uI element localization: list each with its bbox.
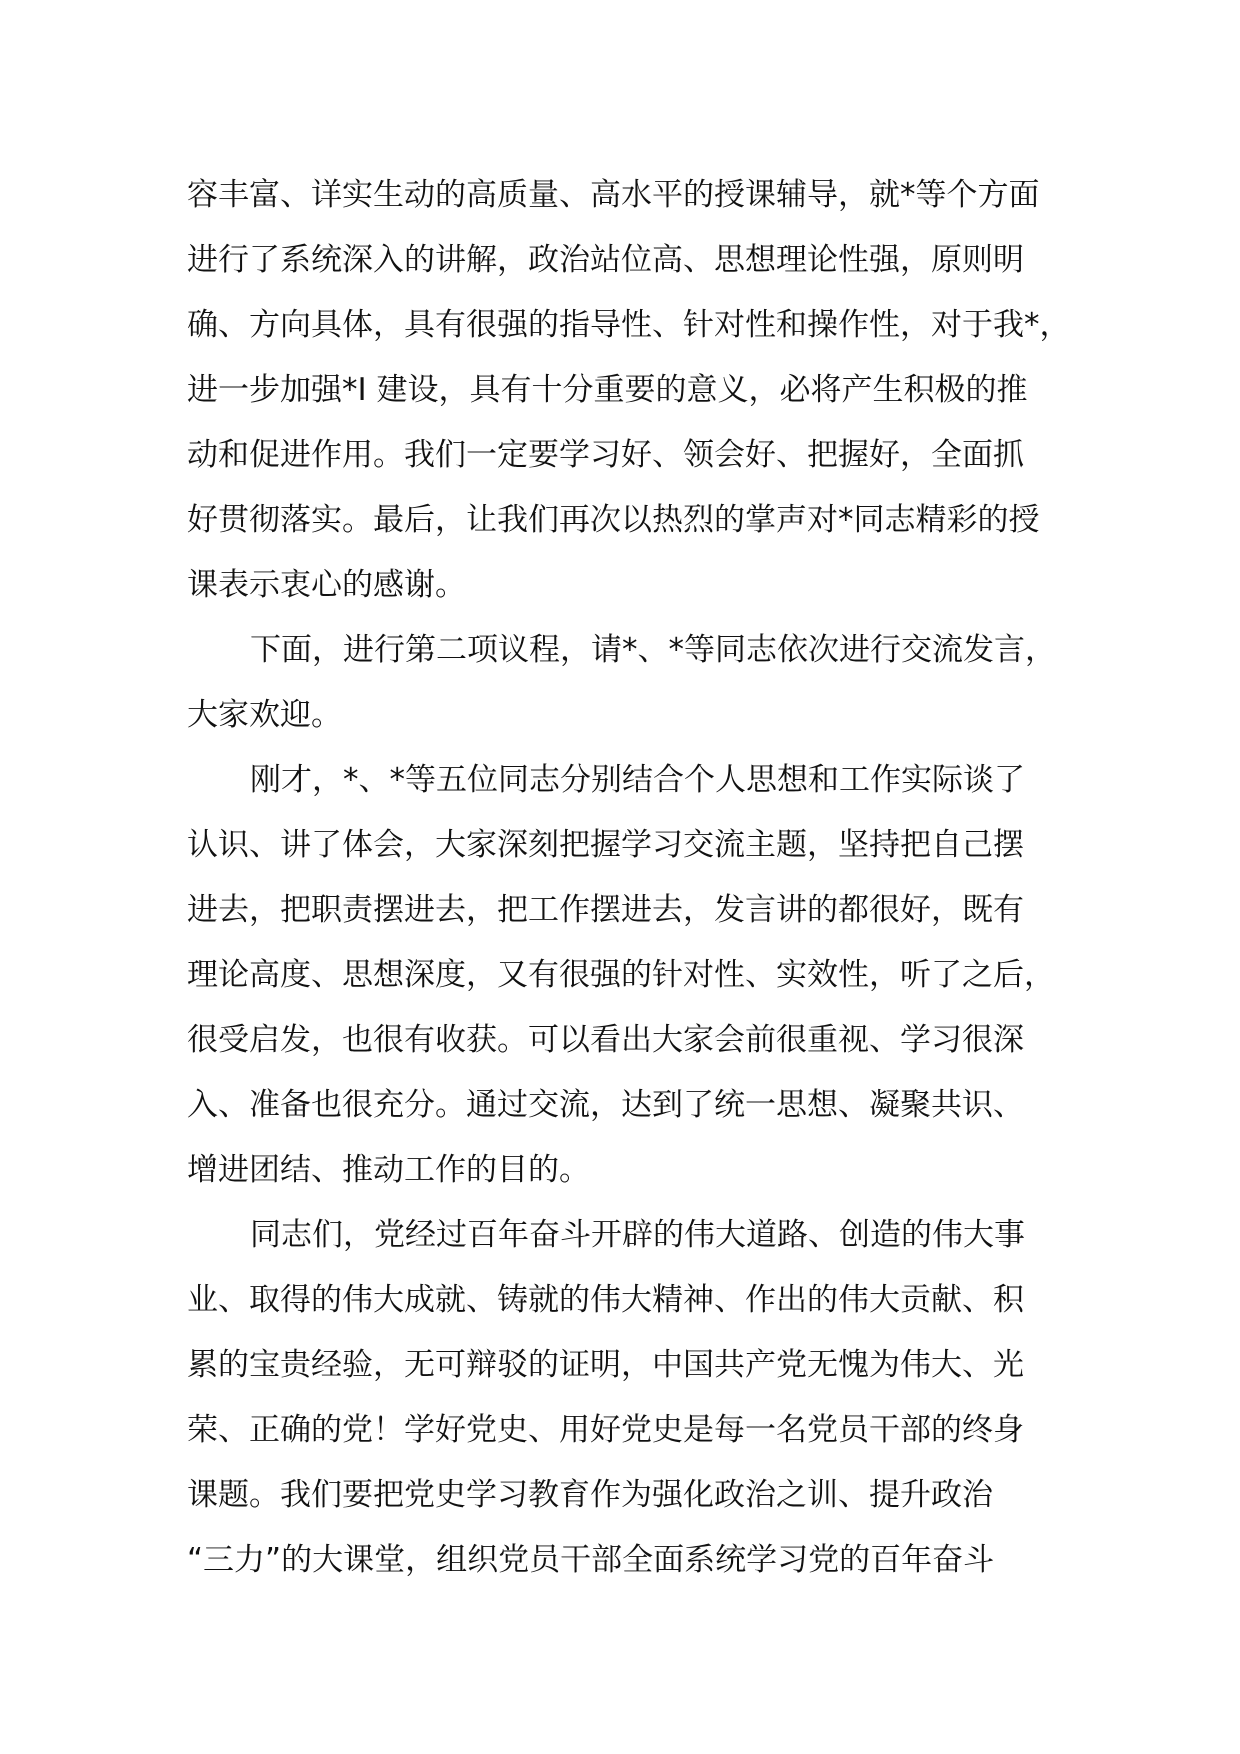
text-line: 课题。我们要把党史学习教育作为强化政治之训、提升政治 [187, 1477, 993, 1513]
text-line: 进去，把职责摆进去，把工作摆进去，发言讲的都很好，既有 [187, 892, 1024, 928]
text-line: 容丰富、详实生动的高质量、高水平的授课辅导，就*等个方面 [187, 177, 1040, 213]
text-line: 认识、讲了体会，大家深刻把握学习交流主题，坚持把自己摆 [187, 827, 1024, 863]
text-line: 进行了系统深入的讲解，政治站位高、思想理论性强，原则明 [187, 242, 1024, 278]
text-line: 大家欢迎。 [187, 697, 342, 733]
text-line: 业、取得的伟大成就、铸就的伟大精神、作出的伟大贡献、积 [187, 1282, 1024, 1318]
text-line: 累的宝贵经验，无可辩驳的证明，中国共产党无愧为伟大、光 [187, 1347, 1024, 1383]
text-line: 确、方向具体，具有很强的指导性、针对性和操作性，对于我*， [187, 307, 1071, 343]
paragraph-first-line: 刚才，*、*等五位同志分别结合个人思想和工作实际谈了 [250, 762, 1025, 798]
text-line: 进一步加强*I 建设，具有十分重要的意义，必将产生积极的推 [187, 372, 1028, 408]
text-line: 增进团结、推动工作的目的。 [187, 1152, 590, 1188]
paragraph-first-line: 同志们，党经过百年奋斗开辟的伟大道路、创造的伟大事 [250, 1217, 1025, 1253]
text-line: “三力”的大课堂，组织党员干部全面系统学习党的百年奋斗 [187, 1542, 995, 1578]
text-line: 理论高度、思想深度，又有很强的针对性、实效性，听了之后， [187, 957, 1055, 993]
text-line: 荣、正确的党！学好党史、用好党史是每一名党员干部的终身 [187, 1412, 1024, 1448]
text-line: 很受启发，也很有收获。可以看出大家会前很重视、学习很深 [187, 1022, 1024, 1058]
text-line: 课表示衷心的感谢。 [187, 567, 466, 603]
text-line: 入、准备也很充分。通过交流，达到了统一思想、凝聚共识、 [187, 1087, 1024, 1123]
text-line: 动和促进作用。我们一定要学习好、领会好、把握好，全面抓 [187, 437, 1024, 473]
text-line: 好贯彻落实。最后，让我们再次以热烈的掌声对*同志精彩的授 [187, 502, 1040, 538]
document-body [187, 163, 1087, 1593]
paragraph-first-line: 下面，进行第二项议程，请*、*等同志依次进行交流发言， [250, 632, 1056, 668]
